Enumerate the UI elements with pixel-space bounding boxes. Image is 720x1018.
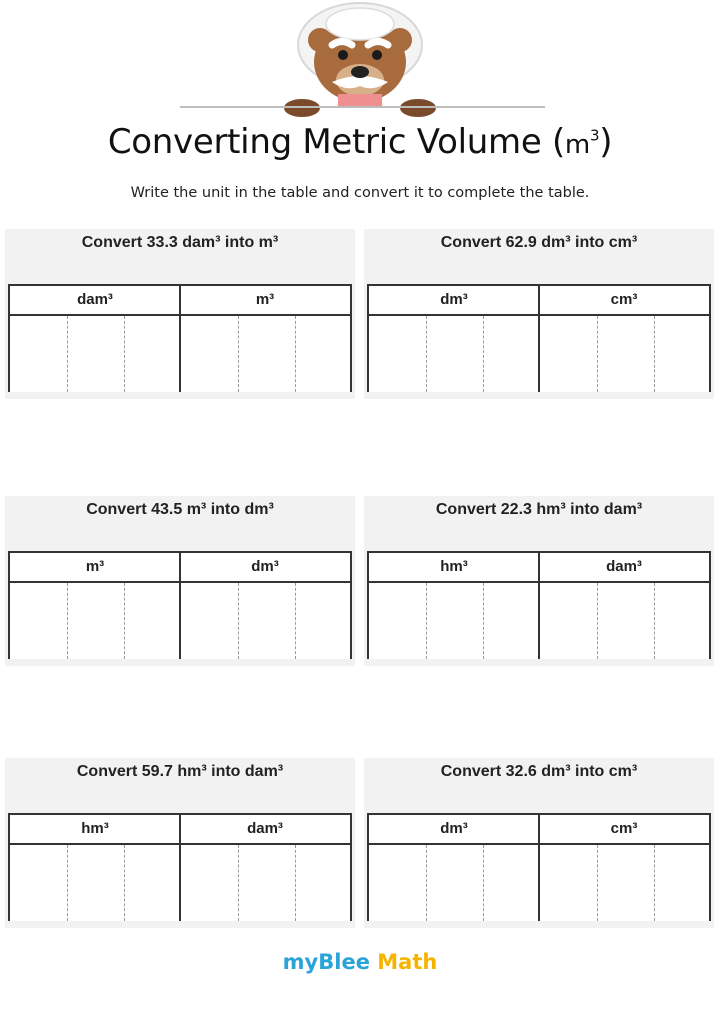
- from-unit-header: m³: [85, 558, 105, 575]
- column-guide: [67, 845, 68, 921]
- conversion-card: [5, 758, 355, 928]
- conversion-table: [367, 813, 711, 921]
- conversion-table: [8, 813, 352, 921]
- conversion-table: [367, 551, 711, 659]
- column-guide: [238, 845, 239, 921]
- column-guide: [597, 845, 598, 921]
- to-unit-header: cm³: [610, 820, 638, 837]
- column-guide: [67, 583, 68, 659]
- table-divider: [538, 286, 540, 392]
- to-unit-header: dm³: [251, 558, 279, 575]
- from-unit-header: dam³: [77, 291, 113, 308]
- page-title: Converting Metric Volume $(m^3)$: [107, 122, 613, 162]
- page-instructions: Write the unit in the table and convert it to complete the table.: [130, 185, 590, 201]
- card-title: Convert 32.6 dm³ into cm³: [440, 763, 638, 780]
- conversion-table: [8, 551, 352, 659]
- conversion-table: [367, 284, 711, 392]
- table-divider: [538, 553, 540, 659]
- card-title: Convert 59.7 hm³ into dam³: [76, 763, 284, 780]
- column-guide: [426, 845, 427, 921]
- column-guide: [67, 316, 68, 392]
- header-divider: [180, 106, 545, 108]
- brand-logo: myBlee Math: [282, 950, 438, 974]
- table-divider: [179, 286, 181, 392]
- column-guide: [238, 316, 239, 392]
- conversion-card: [364, 758, 714, 928]
- from-unit-header: hm³: [440, 558, 468, 575]
- to-unit-header: dam³: [247, 820, 283, 837]
- column-guide: [124, 583, 125, 659]
- to-unit-header: cm³: [610, 291, 638, 308]
- conversion-card: [364, 229, 714, 399]
- column-guide: [483, 845, 484, 921]
- column-guide: [295, 316, 296, 392]
- column-guide: [654, 845, 655, 921]
- column-guide: [654, 583, 655, 659]
- card-title: Convert 22.3 hm³ into dam³: [435, 501, 643, 518]
- column-guide: [124, 316, 125, 392]
- column-guide: [238, 583, 239, 659]
- card-title: Convert 33.3 dam³ into m³: [81, 234, 279, 251]
- card-title: Convert 62.9 dm³ into cm³: [440, 234, 638, 251]
- table-divider: [538, 815, 540, 921]
- from-unit-header: dm³: [440, 291, 468, 308]
- column-guide: [426, 583, 427, 659]
- column-guide: [597, 583, 598, 659]
- from-unit-header: dm³: [440, 820, 468, 837]
- column-guide: [295, 845, 296, 921]
- to-unit-header: dam³: [606, 558, 642, 575]
- column-guide: [483, 583, 484, 659]
- column-guide: [295, 583, 296, 659]
- conversion-card: [5, 229, 355, 399]
- conversion-card: [5, 496, 355, 666]
- table-divider: [179, 553, 181, 659]
- column-guide: [426, 316, 427, 392]
- column-guide: [124, 845, 125, 921]
- column-guide: [597, 316, 598, 392]
- conversion-table: [8, 284, 352, 392]
- table-divider: [179, 815, 181, 921]
- from-unit-header: hm³: [81, 820, 109, 837]
- column-guide: [483, 316, 484, 392]
- column-guide: [654, 316, 655, 392]
- card-title: Convert 43.5 m³ into dm³: [86, 501, 274, 518]
- bear-mascot-icon: [270, 0, 450, 120]
- conversion-card: [364, 496, 714, 666]
- to-unit-header: m³: [255, 291, 275, 308]
